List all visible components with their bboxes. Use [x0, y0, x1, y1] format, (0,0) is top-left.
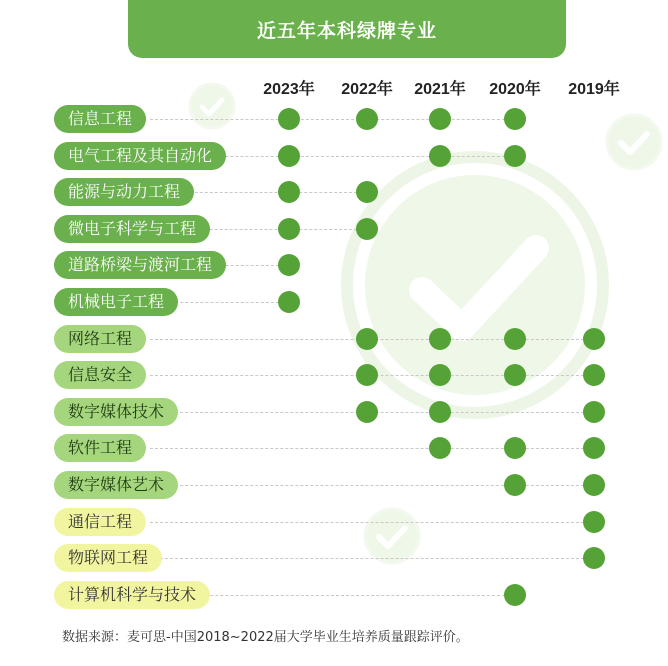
green-card-dot [583, 437, 605, 459]
small-check-watermark-icon [604, 112, 664, 172]
green-card-dot [278, 254, 300, 276]
green-card-dot [429, 108, 451, 130]
green-card-dot [504, 584, 526, 606]
row-guide-line [150, 522, 594, 523]
green-card-dot [504, 474, 526, 496]
green-card-dot [429, 145, 451, 167]
major-label: 数字媒体技术 [54, 398, 178, 426]
green-card-dot [429, 364, 451, 386]
major-label: 机械电子工程 [54, 288, 178, 316]
green-card-dot [278, 145, 300, 167]
green-card-dot [278, 181, 300, 203]
row-guide-line [150, 448, 594, 449]
small-check-watermark-icon [188, 82, 236, 130]
major-label: 信息工程 [54, 105, 146, 133]
row-guide-line [150, 485, 594, 486]
green-card-dot [504, 108, 526, 130]
year-header: 2023年 [263, 81, 315, 98]
green-card-dot [356, 364, 378, 386]
chart-title: 近五年本科绿牌专业 [128, 0, 566, 58]
major-label: 微电子科学与工程 [54, 215, 210, 243]
green-card-dot [429, 437, 451, 459]
small-check-watermark-icon [362, 506, 422, 566]
major-label: 网络工程 [54, 325, 146, 353]
green-card-dot [278, 218, 300, 240]
year-header: 2019年 [568, 81, 620, 98]
green-card-dot [504, 145, 526, 167]
green-card-dot [356, 401, 378, 423]
green-card-dot [356, 218, 378, 240]
row-guide-line [150, 558, 594, 559]
green-card-dot [356, 328, 378, 350]
year-header: 2020年 [489, 81, 541, 98]
green-card-dot [583, 328, 605, 350]
green-card-dot [583, 511, 605, 533]
green-card-dot [583, 364, 605, 386]
green-card-dot [504, 364, 526, 386]
green-card-dot [583, 474, 605, 496]
green-card-dot [278, 291, 300, 313]
major-label: 能源与动力工程 [54, 178, 194, 206]
green-card-dot [583, 401, 605, 423]
major-label: 软件工程 [54, 434, 146, 462]
green-card-dot [429, 328, 451, 350]
major-label: 电气工程及其自动化 [54, 142, 226, 170]
green-card-dot [356, 108, 378, 130]
green-card-dot [429, 401, 451, 423]
year-header: 2022年 [341, 81, 393, 98]
green-card-dot [356, 181, 378, 203]
major-label: 计算机科学与技术 [54, 581, 210, 609]
row-guide-line [150, 119, 515, 120]
major-label: 数字媒体艺术 [54, 471, 178, 499]
major-label: 通信工程 [54, 508, 146, 536]
year-header: 2021年 [414, 81, 466, 98]
data-source-note: 数据来源：麦可思-中国2018~2022届大学毕业生培养质量跟踪评价。 [62, 630, 469, 645]
major-label: 信息安全 [54, 361, 146, 389]
major-label: 物联网工程 [54, 544, 162, 572]
major-label: 道路桥梁与渡河工程 [54, 251, 226, 279]
large-check-watermark-icon [340, 150, 610, 420]
green-card-dot [504, 328, 526, 350]
green-card-dot [278, 108, 300, 130]
green-card-dot [583, 547, 605, 569]
green-card-dot [504, 437, 526, 459]
